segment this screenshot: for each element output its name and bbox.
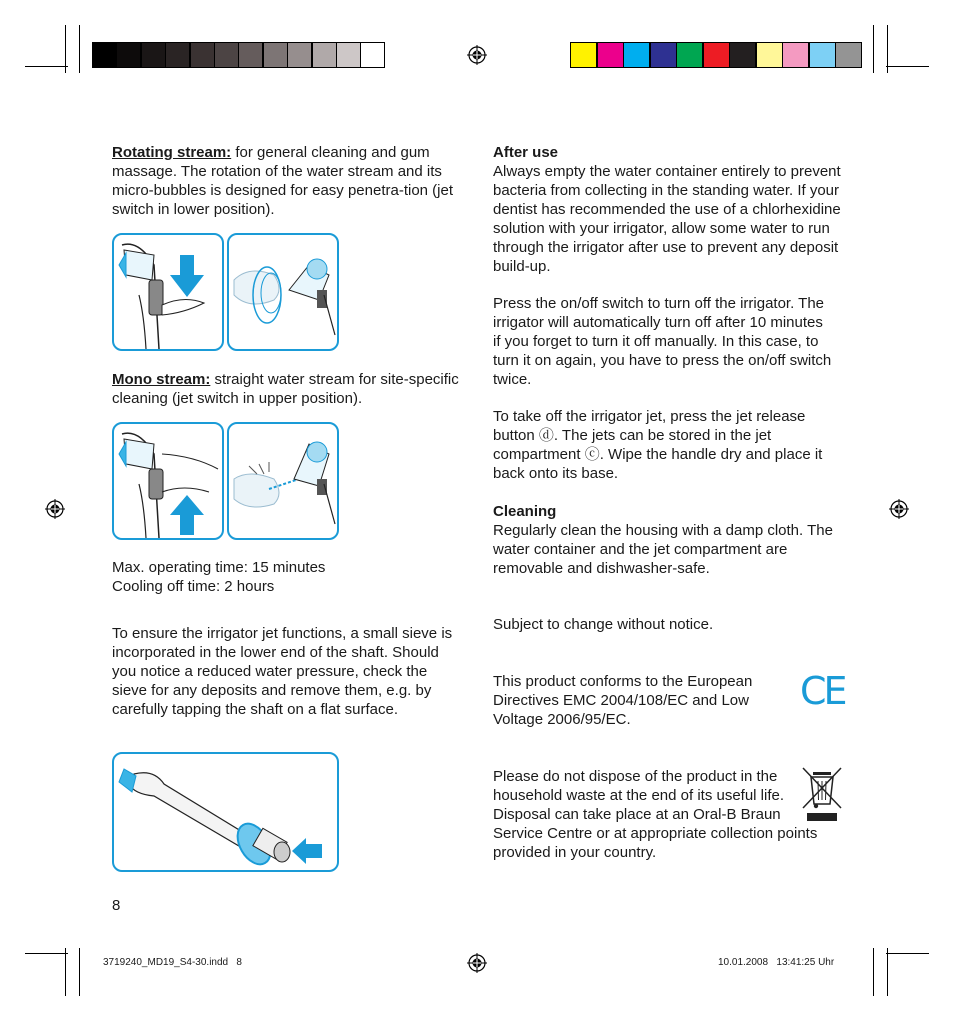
gray-swatch — [312, 42, 337, 68]
footer-file-info: 3719240_MD19_S4-30.indd 8 — [103, 957, 242, 968]
crop-mark — [887, 948, 888, 996]
crop-mark — [886, 953, 929, 954]
onoff-paragraph: Press the on/off switch to turn off the irrigator. The irrigator will automatically turn off after 10 minutes if you forget to turn it off manually. In this case, to turn it on again, you have to press the on/off switch twice. — [493, 295, 832, 388]
crop-mark — [79, 948, 80, 996]
footer-date-time: 10.01.2008 13:41:25 Uhr — [718, 957, 835, 968]
operating-times: Max. operating time: 15 minutes Cooling off time: 2 hours — [112, 559, 326, 595]
gray-swatch — [165, 42, 190, 68]
weee-bin-icon — [801, 766, 843, 824]
registration-mark-icon — [45, 499, 65, 519]
mono-stream-mouth-illustration — [227, 422, 339, 540]
mono-stream-label: Mono stream: — [112, 371, 211, 388]
crop-mark — [25, 953, 68, 954]
cleaning-heading: Cleaning — [493, 503, 557, 520]
crop-mark — [886, 66, 929, 67]
crop-mark — [79, 25, 80, 73]
crop-mark — [873, 948, 874, 996]
color-swatch — [570, 42, 597, 68]
color-swatch — [729, 42, 756, 68]
registration-mark-icon — [467, 953, 487, 973]
after-use-paragraph: Always empty the water container entirely to prevent bacteria from collecting in the standing water. If your dentist has recommended the use of a chlorhexidine solution with your irrigator, allow some water to run through the irrigator after use to prevent any deposit build-up. — [493, 163, 841, 275]
arrow-left-icon — [292, 838, 322, 864]
cleaning-paragraph: Regularly clean the housing with a damp cloth. The water container and the jet compartment are removable and dishwasher-safe. — [493, 522, 833, 577]
gray-swatch — [141, 42, 166, 68]
conformity-paragraph: This product conforms to the European Directives EMC 2004/108/EC and Low Voltage 2006/95/EC. — [493, 673, 753, 728]
sieve-paragraph: To ensure the irrigator jet functions, a small sieve is incorporated in the lower end of the shaft. Should you notice a reduced water pressure, check the sieve for any deposits and remove them, e.g. by carefully tapping the shaft on a flat surface. — [112, 625, 453, 718]
color-swatch — [809, 42, 836, 68]
page-number: 8 — [112, 897, 121, 914]
color-swatch — [650, 42, 677, 68]
crop-mark — [873, 25, 874, 73]
rotating-stream-text: for general cleaning and gum massage. The rotation of the water stream and its micro-bubbles is designed for easy penetra-tion (jet switch in lower position). — [112, 144, 454, 218]
gray-swatch — [263, 42, 288, 68]
gray-swatch — [214, 42, 239, 68]
gray-swatch — [287, 42, 312, 68]
gray-swatch — [92, 42, 117, 68]
color-swatch — [623, 42, 650, 68]
rotating-stream-handle-illustration — [112, 233, 224, 351]
arrow-up-icon — [170, 495, 204, 535]
color-swatch — [782, 42, 809, 68]
color-swatch — [703, 42, 730, 68]
color-swatch — [756, 42, 783, 68]
registration-mark-icon — [889, 499, 909, 519]
crop-mark — [25, 66, 68, 67]
gray-swatch — [360, 42, 385, 68]
mono-stream-paragraph — [112, 370, 462, 408]
gray-swatch — [336, 42, 361, 68]
color-swatch — [676, 42, 703, 68]
arrow-down-icon — [170, 255, 204, 299]
color-swatch — [835, 42, 862, 68]
crop-mark — [65, 948, 66, 996]
registration-mark-icon — [467, 45, 487, 65]
subject-to-change: Subject to change without notice. — [493, 616, 714, 633]
rotating-stream-paragraph — [112, 143, 462, 219]
rotating-stream-label: Rotating stream: — [112, 144, 232, 161]
after-use-heading: After use — [493, 144, 559, 161]
mono-stream-text: straight water stream for site-specific cleaning (jet switch in upper position). — [112, 371, 459, 407]
rotating-stream-mouth-illustration — [227, 233, 339, 351]
gray-swatch — [116, 42, 141, 68]
disposal-paragraph: Please do not dispose of the product in the household waste at the end of its useful life. Disposal can take place at an Oral-B Braun Service Centre or at appropriate collection points provided in your country. — [493, 768, 818, 861]
gray-swatch — [238, 42, 263, 68]
ce-mark-icon: CE — [800, 669, 845, 713]
gray-swatch — [190, 42, 215, 68]
jet-release-paragraph: To take off the irrigator jet, press the jet release button ⓓ. The jets can be stored in the jet compartment ⓒ. Wipe the handle dry and place it back onto its base. — [493, 408, 823, 482]
mono-stream-handle-illustration — [112, 422, 224, 540]
color-swatch — [597, 42, 624, 68]
